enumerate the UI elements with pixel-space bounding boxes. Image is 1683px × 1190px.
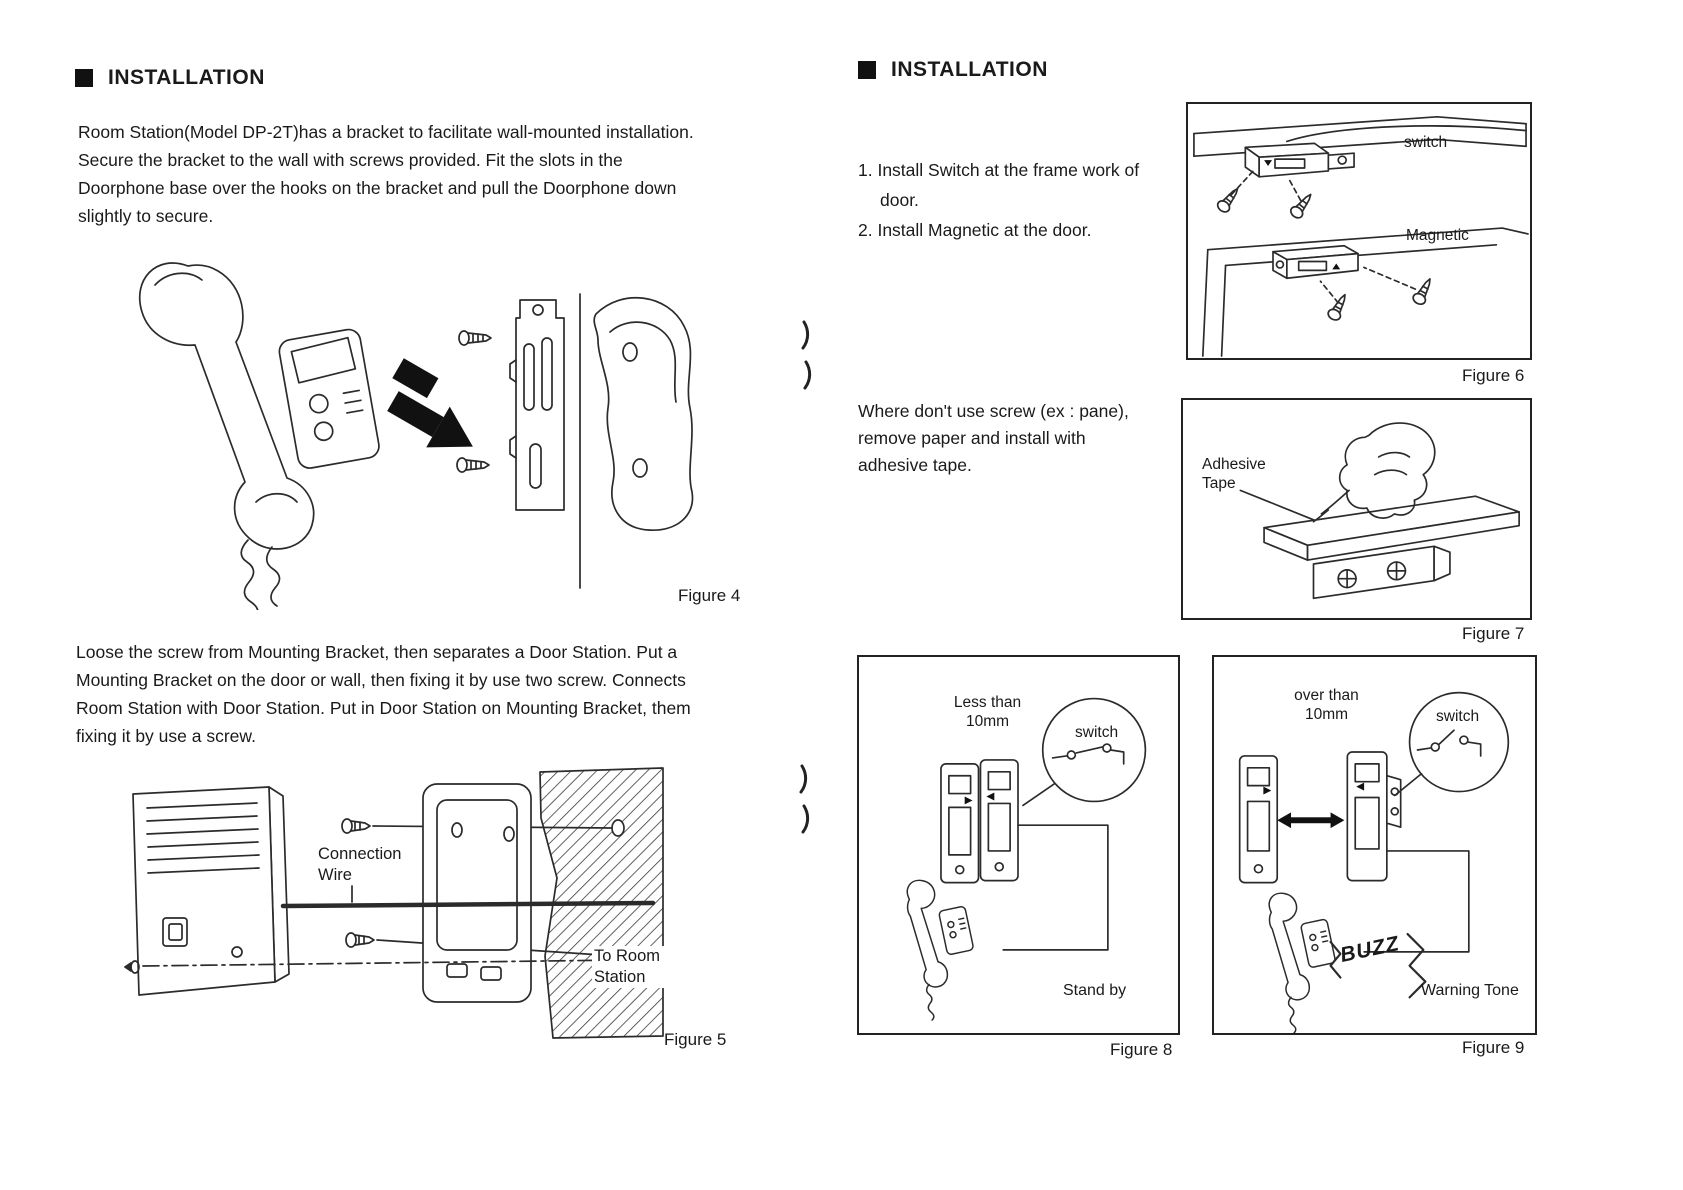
left-paragraph-2 <box>76 638 691 750</box>
fig4-bracket-drawing <box>510 300 564 510</box>
figure9-frame <box>1212 655 1537 1035</box>
fig9-buzz-label: BUZZ <box>1338 932 1402 967</box>
step1-line2: door. <box>880 190 919 210</box>
figure7-frame <box>1181 398 1532 620</box>
fig9-switch-label: switch <box>1436 708 1480 725</box>
left-section-header <box>75 66 265 90</box>
fig8-wire-line <box>1003 825 1108 950</box>
paragraph-line: Mounting Bracket on the door or wall, then fixing it by use two screw. Connects <box>76 670 686 690</box>
fig8-standby-label: Stand by <box>1063 982 1127 999</box>
fig8-gap-label: Less than 10mm <box>953 694 1022 730</box>
fig9-handset-drawing <box>1269 893 1335 1033</box>
section-bullet-icon <box>75 69 93 87</box>
step1-line1: 1. Install Switch at the frame work of <box>858 160 1140 180</box>
figure4-illustration <box>128 238 708 610</box>
fig5-screw-icon <box>342 819 370 833</box>
fig9-warning-tone-label: Warning Tone <box>1421 982 1519 999</box>
scan-mark-bottom <box>794 762 816 840</box>
figure5-illustration <box>85 760 685 1050</box>
scan-mark-top <box>796 318 818 396</box>
paragraph-line: Loose the screw from Mounting Bracket, then separates a Door Station. Put a <box>76 642 678 662</box>
paragraph-line: remove paper and install with <box>858 428 1086 448</box>
fig9-gap-arrow-icon <box>1277 812 1344 828</box>
fig6-switch-screws <box>1215 171 1315 220</box>
paragraph-line: Doorphone base over the hooks on the bracket and pull the Doorphone down <box>78 178 677 198</box>
paragraph-line: Where don't use screw (ex : pane), <box>858 401 1129 421</box>
figure9-illustration <box>1214 657 1535 1033</box>
left-section-title: INSTALLATION <box>108 66 265 89</box>
fig5-screw-icon <box>346 933 374 947</box>
figure6-frame <box>1186 102 1532 360</box>
adhesive-paragraph <box>858 398 1129 479</box>
fig5-wall-hole <box>612 820 624 836</box>
figure6-caption: Figure 6 <box>1462 366 1525 385</box>
right-section-title: INSTALLATION <box>891 58 1048 81</box>
figure8-caption: Figure 8 <box>1110 1040 1173 1059</box>
fig4-wall-cutout-drawing <box>594 298 692 530</box>
figure7-caption: Figure 7 <box>1462 624 1525 643</box>
fig6-doorframe-drawing <box>1194 117 1526 156</box>
fig5-mounting-bracket-drawing <box>423 784 531 1002</box>
fig7-adhesive-tape-label: Adhesive Tape <box>1202 456 1266 492</box>
right-section-header <box>858 58 1048 82</box>
fig6-switch-label: switch <box>1404 134 1448 151</box>
fig5-nail-icon <box>125 961 139 973</box>
paragraph-line: Room Station with Door Station. Put in Door Station on Mounting Bracket, them <box>76 698 691 718</box>
paragraph-line: fixing it by use a screw. <box>76 726 256 746</box>
figure4-caption: Figure 4 <box>678 586 741 605</box>
fig8-switch-label: switch <box>1075 724 1119 741</box>
left-paragraph-1 <box>78 118 694 230</box>
fig5-connection-wire-label: Connection Wire <box>318 845 402 884</box>
paragraph-line: Secure the bracket to the wall with screws provided. Fit the slots in the <box>78 150 623 170</box>
paragraph-line: adhesive tape. <box>858 455 972 475</box>
fig7-surface-drawing <box>1264 496 1519 598</box>
fig4-screw-bottom-icon <box>457 458 489 472</box>
fig6-switch-drawing <box>1245 143 1354 176</box>
paragraph-line: Room Station(Model DP-2T)has a bracket to facilitate wall-mounted installation. <box>78 122 694 142</box>
fig8-handset-drawing <box>907 880 973 1020</box>
step2: 2. Install Magnetic at the door. <box>858 220 1092 240</box>
fig6-magnet-drawing <box>1273 246 1358 278</box>
figure9-caption: Figure 9 <box>1462 1038 1525 1057</box>
fig5-to-room-station-label: To Room Station <box>592 946 677 988</box>
fig8-switch-bubble <box>1023 699 1145 806</box>
section-bullet-icon <box>858 61 876 79</box>
figure7-illustration <box>1183 400 1530 618</box>
fig4-screw-top-icon <box>459 331 491 345</box>
fig7-leader-line <box>1240 490 1313 519</box>
fig4-handset-drawing <box>140 263 381 610</box>
fig6-magnetic-label: Magnetic <box>1406 227 1469 244</box>
paragraph-line: slightly to secure. <box>78 206 214 226</box>
fig6-door-drawing <box>1203 228 1528 356</box>
figure6-illustration <box>1188 104 1530 358</box>
fig9-gap-label: over than 10mm <box>1294 687 1359 723</box>
fig4-arrow-icon <box>371 358 494 467</box>
fig6-magnet-screws <box>1320 267 1435 322</box>
fig8-switch-units-drawing <box>941 760 1018 883</box>
figure5-caption: Figure 5 <box>664 1030 727 1049</box>
